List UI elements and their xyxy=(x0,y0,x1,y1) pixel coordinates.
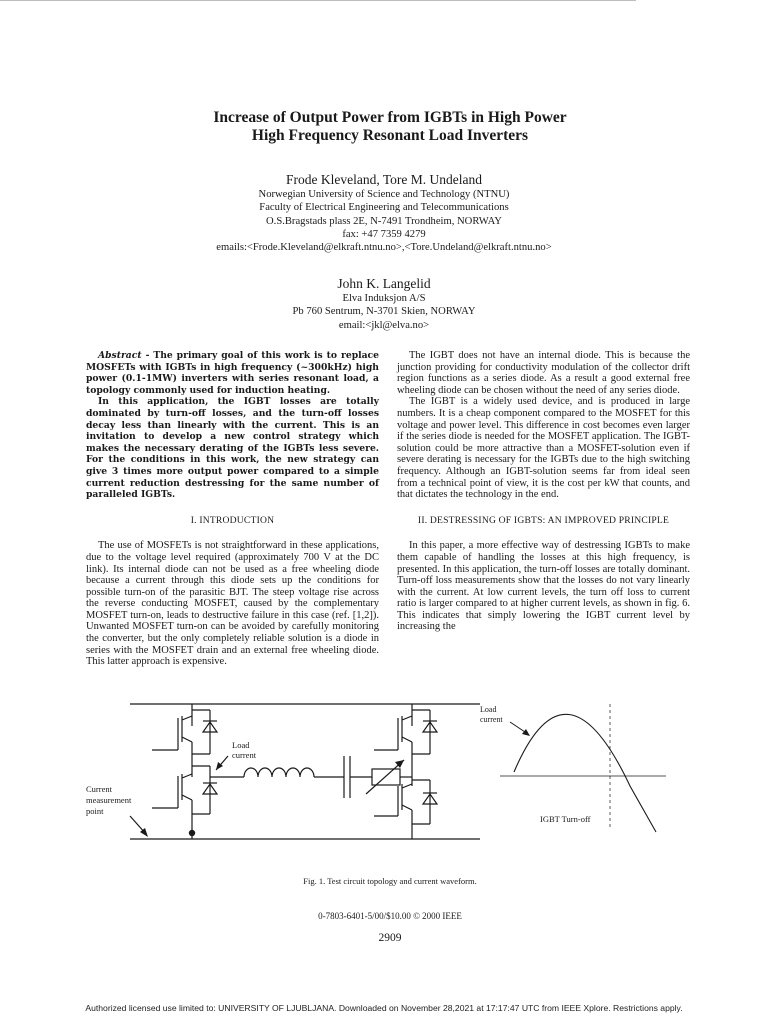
section-heading-introduction: I. INTRODUCTION xyxy=(190,514,275,526)
label-current-measurement-2: measurement xyxy=(86,795,132,805)
author-block-2 xyxy=(134,276,634,332)
label-igbt-turnoff: IGBT Turn-off xyxy=(540,814,591,824)
top-rule xyxy=(0,0,636,1)
label-current-measurement-1: Current xyxy=(86,784,112,794)
resonant-load xyxy=(210,756,412,798)
abstract-label: Abstract xyxy=(98,350,142,361)
abstract-paragraph xyxy=(86,350,379,396)
email-line: emails:<Frode.Kleveland@elkraft.ntnu.no>,<Tore.Undeland@elkraft.ntnu.no> xyxy=(216,242,552,254)
affiliation-line: Norwegian University of Science and Technology (NTNU) xyxy=(258,189,510,200)
abstract-paragraph-2: In this application, the IGBT losses are totally dominated by turn-off losses, and the turn-off losses decay less than linearly with the current. This is an invitation to develop a new control strategy which makes the necessary derating of the IGBTs less severe. For the conditions in this work, the new strategy can give 3 times more output power compared to a simple current reduction destressing for the same number of paralleled IGBTs. xyxy=(86,396,379,501)
label-current-measurement-3: point xyxy=(86,806,104,816)
email-line: email:<jkl@elva.no> xyxy=(338,319,430,331)
body-paragraph: In this paper, a more effective way of destressing IGBTs to make them capable of handling the losses at this high frequency, is presented. In this application, the turn-off losses are totally dominant. Turn-off loss measurements show that the losses do not vary linearly with the current. At low current levels, the turn off loss to current ratio is larger compared to at higher current levels, as shown in fig. 6. This indicates that simply lowering the IGBT current level by increasing the xyxy=(397,540,690,633)
author-names-1: Frode Kleveland, Tore M. Undeland xyxy=(285,172,482,187)
current-measurement-arrow xyxy=(130,816,148,837)
figure-caption: Fig. 1. Test circuit topology and current waveform. xyxy=(303,876,477,886)
copyright-line: 0-7803-6401-5/00/$10.00 © 2000 IEEE xyxy=(318,911,462,921)
abstract-text: - The primary goal of this work is to replace MOSFETs with IGBTs in high frequency (~300kHz) high power (0.1-1MW) inverters with series resonant load, a topology commonly used for induction heating. xyxy=(86,350,379,396)
figure-1 xyxy=(82,690,682,862)
author-block-1 xyxy=(134,172,634,254)
label-load-current-wave-2: current xyxy=(480,715,503,724)
label-load-current-circuit-2: current xyxy=(232,750,257,760)
label-load-current-wave-1: Load xyxy=(480,705,497,714)
body-paragraph: The IGBT does not have an internal diode. This is because the junction providing for conductivity modulation of the collector drift region functions as a series diode. As a result a good external free wheeling diode can be chosen without the need of any series diode. xyxy=(397,350,690,396)
left-column xyxy=(86,350,379,668)
license-footer: Authorized licensed use limited to: UNIVERSITY OF LJUBLJANA. Downloaded on November 28,2021 at 17:17:47 UTC from IEEE Xplore. Restrictions apply. xyxy=(85,1003,683,1013)
page-number: 2909 xyxy=(378,932,402,944)
title-line-2: High Frequency Resonant Load Inverters xyxy=(251,127,529,144)
affiliation-line: Elva Induksjon A/S xyxy=(342,293,426,304)
current-measurement-node xyxy=(189,830,195,836)
affiliation-line: Faculty of Electrical Engineering and Telecommunications xyxy=(259,202,509,214)
affiliation-line: fax: +47 7359 4279 xyxy=(342,228,426,240)
title-line-1: Increase of Output Power from IGBTs in High Power xyxy=(213,109,567,126)
body-paragraph: The use of MOSFETs is not straightforward in these applications, due to the voltage level required (approximately 700 V at the DC link). Its internal diode can not be used as a free wheeling diode because a current through this diode sets up the conditions for possible turn-on of the parasitic BJT. The steep voltage rise across the reverse conducting MOSFET, caused by the complementary MOSFET turn-on, leads to destructive failure in this case (ref. [1,2]). Unwanted MOSFET turn-on can be avoided by carefully monitoring the converter, but the only completely reliable solution is a diode in series with the MOSFET drain and an external free wheeling diode. This latter approach is expensive. xyxy=(86,540,379,668)
author-names-2: John K. Langelid xyxy=(337,276,431,291)
igbt-leg-right xyxy=(374,704,437,839)
affiliation-line: Pb 760 Sentrum, N-3701 Skien, NORWAY xyxy=(292,306,476,318)
affiliation-line: O.S.Bragstads plass 2E, N-7491 Trondheim, NORWAY xyxy=(266,215,502,227)
igbt-leg-left xyxy=(152,704,217,839)
label-load-current-circuit-1: Load xyxy=(232,740,250,750)
load-current-arrow-circuit xyxy=(216,756,228,770)
right-column xyxy=(397,350,690,633)
section-heading-destressing: II. DESTRESSING OF IGBTS: AN IMPROVED PRINCIPLE xyxy=(417,514,670,526)
current-waveform xyxy=(500,704,666,832)
body-paragraph: The IGBT is a widely used device, and is produced in large numbers. It is a cheap component compared to the MOSFET for this voltage and power level. This difference in cost becomes even larger if the series diode is needed for the MOSFET application. The IGBT-solution could be more attractive than a MOSFET-solution even if severe derating is necessary for the IGBTs due to the high switching frequency. Although an IGBT-solution seems far from ideal seen from a technical point of view, it is the cost per kW that counts, and that dictates the technology in the end. xyxy=(397,396,690,501)
paper-title xyxy=(150,109,630,145)
